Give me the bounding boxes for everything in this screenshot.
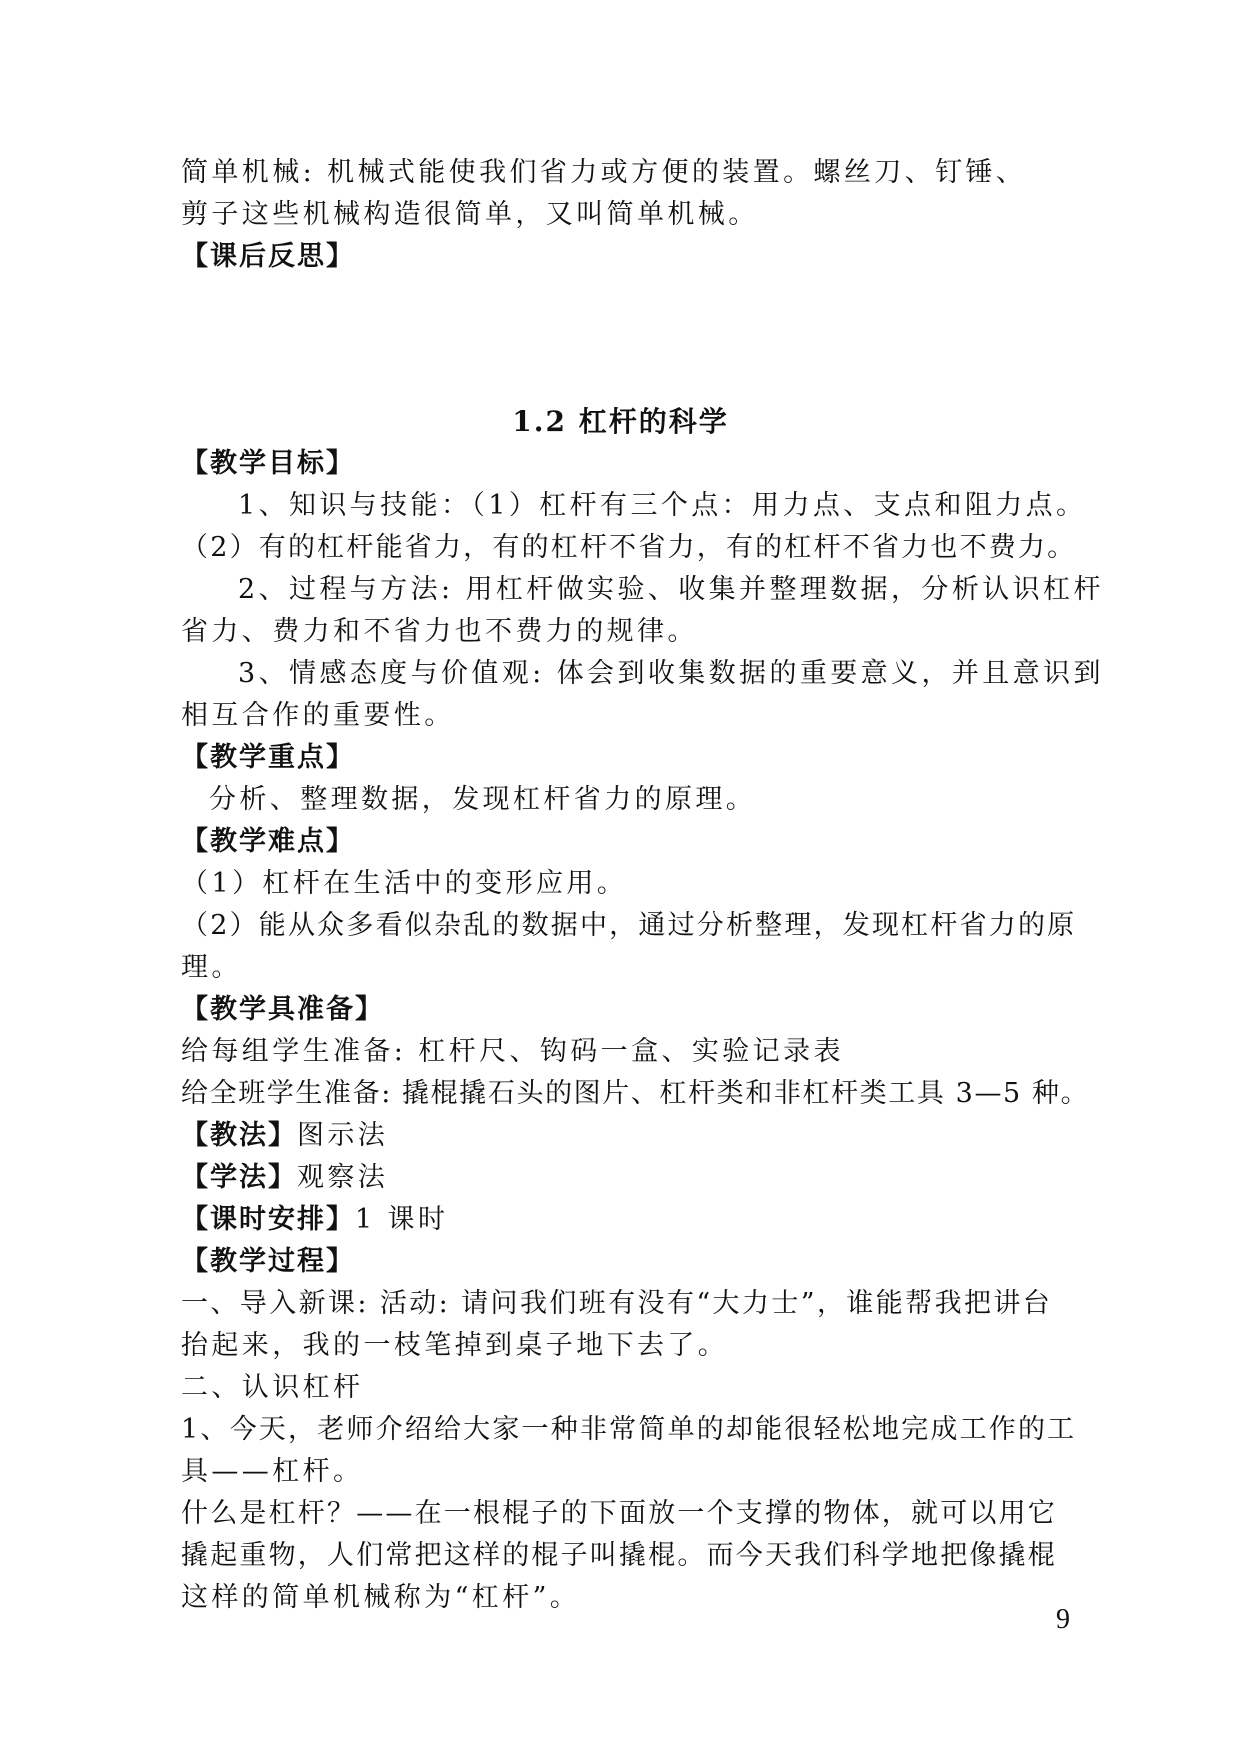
process-4-line-2: 撬起重物，人们常把这样的棍子叫撬棍。而今天我们科学地把像撬棍 <box>181 1540 1057 1571</box>
process-3-line-2: 具——杠杆。 <box>181 1456 364 1487</box>
learning-method-label: 【学法】 <box>181 1162 297 1193</box>
key-point-text: 分析、整理数据，发现杠杆省力的原理。 <box>209 784 757 815</box>
learning-method-value: 观察法 <box>297 1162 389 1193</box>
key-point-section <box>181 737 1067 821</box>
page-number: 9 <box>1056 1604 1070 1635</box>
teaching-method-value: 图示法 <box>297 1120 389 1151</box>
key-point-heading: 【教学重点】 <box>181 742 355 773</box>
process-heading: 【教学过程】 <box>181 1246 355 1277</box>
intro-line-1: 简单机械: 机械式能使我们省力或方便的装置。螺丝刀、钉锤、 <box>181 157 1027 188</box>
difficulty-1: （1）杠杆在生活中的变形应用。 <box>181 868 628 899</box>
goal-2-line-2: 省力、费力和不省力也不费力的规律。 <box>181 616 698 647</box>
materials-line-1: 给每组学生准备: 杠杆尺、钩码一盒、实验记录表 <box>181 1036 844 1067</box>
process-section <box>181 1241 1077 1619</box>
process-1-line-2: 抬起来，我的一枝笔掉到桌子地下去了。 <box>181 1330 729 1361</box>
goals-section <box>181 443 1104 737</box>
materials-line-2: 给全班学生准备: 撬棍撬石头的图片、杠杆类和非杠杆类工具 3—5 种。 <box>181 1078 1090 1109</box>
difficulty-heading: 【教学难点】 <box>181 826 355 857</box>
intro-section <box>181 152 1067 278</box>
process-4-line-1: 什么是杠杆？——在一根棍子的下面放一个支撑的物体，就可以用它 <box>181 1498 1057 1529</box>
goal-2-line-1: 2、过程与方法: 用杠杆做实验、收集并整理数据，分析认识杠杆 <box>238 574 1104 605</box>
lesson-title: 1.2 杠杆的科学 <box>512 405 729 438</box>
goal-1-line-1: 1、知识与技能：（1）杠杆有三个点：用力点、支点和阻力点。 <box>238 490 1087 521</box>
learning-method <box>181 1157 1067 1199</box>
schedule <box>181 1199 1067 1241</box>
process-2: 二、认识杠杆 <box>181 1372 364 1403</box>
intro-line-2: 剪子这些机械构造很简单，又叫简单机械。 <box>181 199 759 230</box>
methods-section <box>181 1115 1067 1241</box>
process-3-line-1: 1、今天，老师介绍给大家一种非常简单的却能很轻松地完成工作的工 <box>181 1414 1077 1445</box>
difficulty-2-line-2: 理。 <box>181 952 242 983</box>
materials-section <box>181 989 1090 1115</box>
schedule-value: 1 课时 <box>355 1204 449 1235</box>
goal-1-line-2: （2）有的杠杆能省力，有的杠杆不省力，有的杠杆不省力也不费力。 <box>181 532 1077 563</box>
difficulty-2-line-1: （2）能从众多看似杂乱的数据中，通过分析整理，发现杠杆省力的原 <box>181 910 1077 941</box>
schedule-label: 【课时安排】 <box>181 1204 355 1235</box>
difficulty-section <box>181 821 1077 989</box>
materials-heading: 【教学具准备】 <box>181 994 384 1025</box>
process-1-line-1: 一、导入新课: 活动: 请问我们班有没有“大力士”，谁能帮我把讲台 <box>181 1288 1053 1319</box>
reflection-heading: 【课后反思】 <box>181 241 355 272</box>
goal-3-line-1: 3、情感态度与价值观: 体会到收集数据的重要意义，并且意识到 <box>238 658 1104 689</box>
teaching-method-label: 【教法】 <box>181 1120 297 1151</box>
goals-heading: 【教学目标】 <box>181 448 355 479</box>
teaching-method <box>181 1115 1067 1157</box>
goal-3-line-2: 相互合作的重要性。 <box>181 700 455 731</box>
process-4-line-3: 这样的简单机械称为“杠杆”。 <box>181 1582 581 1613</box>
